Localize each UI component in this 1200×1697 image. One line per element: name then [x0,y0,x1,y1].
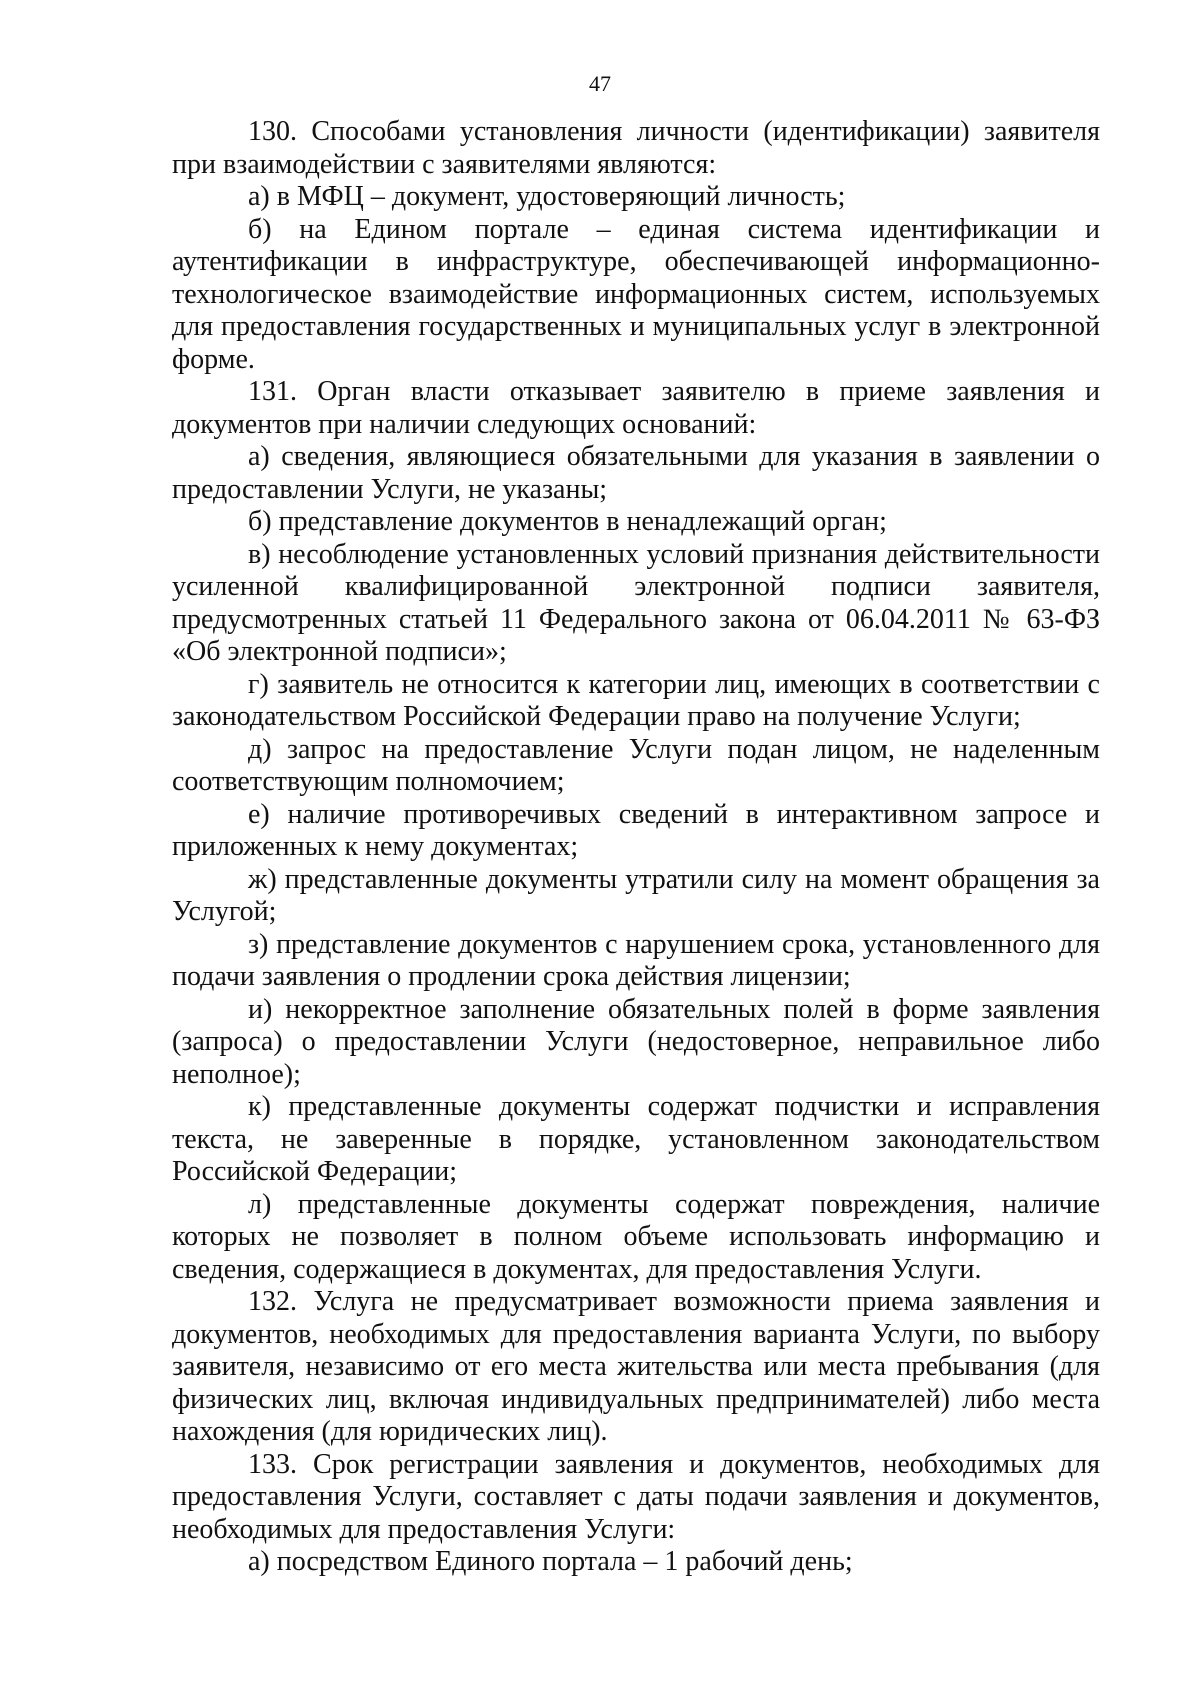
paragraph-131: 131. Орган власти отказывает заявителю в приеме заявления и документов при наличии следующих оснований: [172,376,1100,440]
paragraph-130: 130. Способами установления личности (идентификации) заявителя при взаимодействии с заявителями являются: [172,116,1100,180]
paragraph-131-item-i: и) некорректное заполнение обязательных полей в форме заявления (запроса) о предоставлении Услуги (недостоверное, неправильное либо неполное); [172,993,1100,1090]
paragraph-133-item-a: а) посредством Единого портала – 1 рабочий день; [248,1546,853,1577]
paragraph-131-item-k: к) представленные документы содержат подчистки и исправления текста, не заверенные в порядке, установленном законодательством Российской Федерации; [172,1091,1100,1187]
page-number: 47 [589,71,611,96]
paragraph-131-item-a: а) сведения, являющиеся обязательными для указания в заявлении о предоставлении Услуги, не указаны; [172,441,1100,505]
paragraph-131-item-zh: ж) представленные документы утратили силу на момент обращения за Услугой; [172,863,1100,927]
paragraph-132: 132. Услуга не предусматривает возможности приема заявления и документов, необходимых для предоставления варианта Услуги, по выбору заявителя, независимо от его места жительства или места пребывания (для физических лиц, включая индивидуальных предпринимателей) либо места нахождения (для юридических лиц). [172,1286,1100,1447]
paragraph-130-item-b: б) на Едином портале – единая система идентификации и аутентификации в инфраструктуре, обеспечивающей информационно-технологическое взаимодействие информационных систем, используемых для предоставления государственных и муниципальных услуг в электронной форме. [172,213,1100,375]
paragraph-131-item-z: з) представление документов с нарушением срока, установленного для подачи заявления о продлении срока действия лицензии; [172,928,1100,992]
paragraph-131-item-v: в) несоблюдение установленных условий признания действительности усиленной квалифицированной электронной подписи заявителя, предусмотренных статьей 11 Федерального закона от 06.04.2011 № 63-ФЗ «Об электронной подписи»; [172,538,1100,667]
paragraph-130-item-a: а) в МФЦ – документ, удостоверяющий личность; [248,181,846,212]
paragraph-133: 133. Срок регистрации заявления и документов, необходимых для предоставления Услуги, составляет с даты подачи заявления и документов, необходимых для предоставления Услуги: [172,1448,1100,1545]
paragraph-131-item-d: д) запрос на предоставление Услуги подан лицом, не наделенным соответствующим полномочием; [172,733,1100,797]
paragraph-131-item-e: е) наличие противоречивых сведений в интерактивном запросе и приложенных к нему документах; [172,798,1100,862]
paragraph-131-item-b: б) представление документов в ненадлежащий орган; [248,506,887,537]
paragraph-131-item-g: г) заявитель не относится к категории лиц, имеющих в соответствии с законодательством Российской Федерации право на получение Услуги; [172,668,1100,732]
document-body [172,116,1100,1579]
paragraph-131-item-l: л) представленные документы содержат повреждения, наличие которых не позволяет в полном объеме использовать информацию и сведения, содержащиеся в документах, для предоставления Услуги. [172,1188,1100,1285]
